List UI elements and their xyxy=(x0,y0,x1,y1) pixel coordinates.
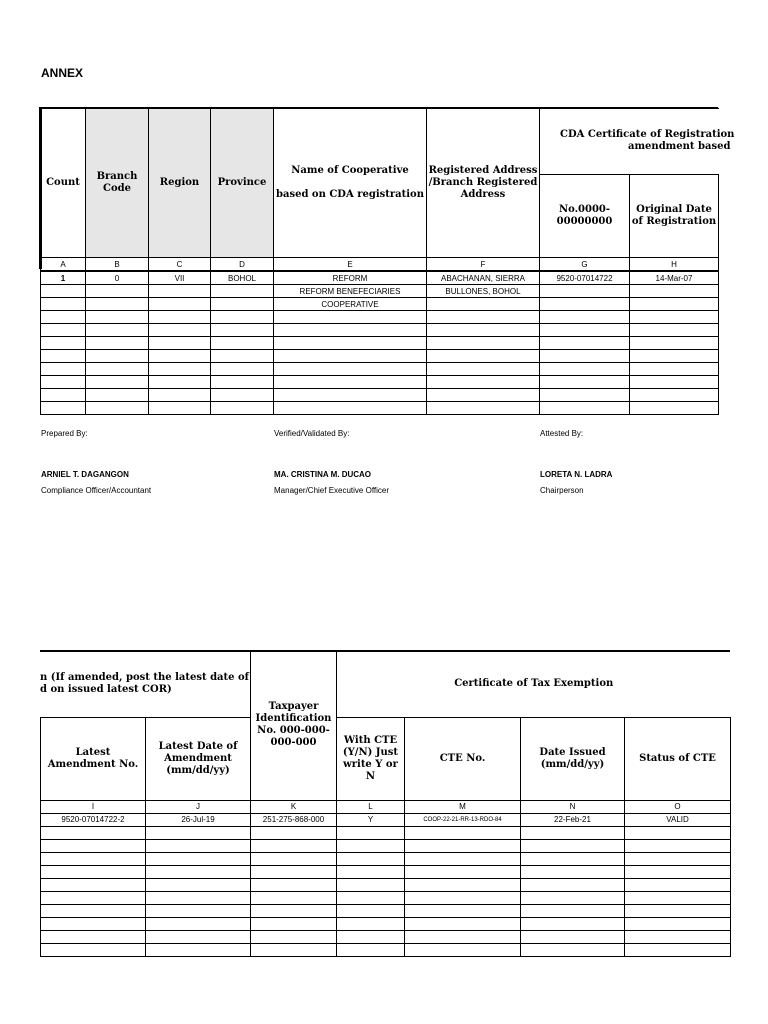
table-cell xyxy=(540,363,630,376)
table-cell xyxy=(521,904,625,917)
attested-by-title: Chairperson xyxy=(540,486,584,495)
table-cell xyxy=(86,376,149,389)
col-letter: G xyxy=(540,258,630,272)
table-cell xyxy=(405,904,521,917)
table-cell xyxy=(211,389,274,402)
table-cell xyxy=(41,337,86,350)
table-cell: VII xyxy=(149,271,211,285)
table-cell xyxy=(251,930,337,943)
table-cell xyxy=(630,285,719,298)
table-cell xyxy=(41,852,146,865)
table-cell xyxy=(540,350,630,363)
table-cell: 9520-07014722-2 xyxy=(41,813,146,826)
table-cell xyxy=(630,337,719,350)
table-cell xyxy=(86,389,149,402)
col-header-cor-no: No.0000-00000000 xyxy=(540,175,630,258)
table-row xyxy=(41,337,719,350)
table-row xyxy=(41,285,719,298)
table-cell xyxy=(630,311,719,324)
cda-group-cell xyxy=(41,651,251,717)
table-cell xyxy=(405,852,521,865)
verified-by-label: Verified/Validated By: xyxy=(274,429,350,438)
table-cell xyxy=(211,311,274,324)
table-cell xyxy=(625,917,731,930)
table-cell xyxy=(427,298,540,311)
table-cell xyxy=(211,324,274,337)
table-cell xyxy=(41,943,146,956)
table-row xyxy=(41,839,731,852)
col-letter: O xyxy=(625,800,731,813)
table-cell xyxy=(41,930,146,943)
table-cell xyxy=(274,324,427,337)
table-cell xyxy=(86,311,149,324)
table-cell xyxy=(146,852,251,865)
table-cell xyxy=(521,878,625,891)
col-header-region: Region xyxy=(149,109,211,258)
table-cell xyxy=(149,376,211,389)
table-cell xyxy=(41,311,86,324)
table-row xyxy=(41,298,719,311)
table-cell xyxy=(540,389,630,402)
table-row xyxy=(41,891,731,904)
table-row xyxy=(41,271,719,285)
table-cell: REFORM BENEFECIARIES xyxy=(274,285,427,298)
table-cell xyxy=(540,324,630,337)
table-cell xyxy=(274,311,427,324)
table-cell xyxy=(41,878,146,891)
table-row xyxy=(41,878,731,891)
table-cell xyxy=(274,389,427,402)
table-cell xyxy=(41,917,146,930)
table-cell: 9520-07014722 xyxy=(540,271,630,285)
table-cell xyxy=(540,402,630,415)
cda-group-continuation-line1: n (If amended, post the latest date of xyxy=(40,672,249,683)
col-letter: I xyxy=(41,800,146,813)
table-cell xyxy=(251,917,337,930)
table1 xyxy=(40,108,735,415)
table-cell: VALID xyxy=(625,813,731,826)
table-cell xyxy=(146,904,251,917)
table-cell xyxy=(521,930,625,943)
table-cell xyxy=(211,363,274,376)
col-letter: A xyxy=(41,258,86,272)
table-cell xyxy=(540,337,630,350)
table-cell: COOPERATIVE xyxy=(274,298,427,311)
table-cell xyxy=(251,865,337,878)
table-cell xyxy=(41,350,86,363)
table-cell xyxy=(251,943,337,956)
table-cell xyxy=(86,298,149,311)
col-letter: H xyxy=(630,258,719,272)
table-cell xyxy=(41,839,146,852)
col-header-tin: Taxpayer Identification No. 000-000-000-000 xyxy=(251,651,337,800)
table-cell xyxy=(149,285,211,298)
table-cell xyxy=(274,363,427,376)
table-cell xyxy=(625,839,731,852)
table-row xyxy=(41,917,731,930)
table-cell xyxy=(405,943,521,956)
table-cell xyxy=(146,826,251,839)
table-cell xyxy=(149,402,211,415)
prepared-by-name: ARNIEL T. DAGANGON xyxy=(41,470,129,479)
table-cell xyxy=(630,363,719,376)
table-cell xyxy=(146,865,251,878)
table-cell xyxy=(630,389,719,402)
table-cell: BOHOL xyxy=(211,271,274,285)
table-cell xyxy=(149,337,211,350)
table-cell xyxy=(405,865,521,878)
table-row xyxy=(41,376,719,389)
table-cell xyxy=(146,930,251,943)
table-row xyxy=(41,904,731,917)
table-row xyxy=(41,852,731,865)
table-cell xyxy=(41,376,86,389)
col-header-province: Province xyxy=(211,109,274,258)
table-cell xyxy=(149,363,211,376)
col-header-status-cte: Status of CTE xyxy=(625,717,731,800)
table-cell xyxy=(149,298,211,311)
col-letter: L xyxy=(337,800,405,813)
table-cell: Y xyxy=(337,813,405,826)
table-cell xyxy=(540,311,630,324)
prepared-by-title: Compliance Officer/Accountant xyxy=(41,486,152,495)
table-cell xyxy=(211,376,274,389)
verified-by-title: Manager/Chief Executive Officer xyxy=(274,486,390,495)
table-cell xyxy=(274,350,427,363)
col-letter: K xyxy=(251,800,337,813)
table-cell xyxy=(405,930,521,943)
table-cell xyxy=(146,891,251,904)
table-cell: 14-Mar-07 xyxy=(630,271,719,285)
table-cell xyxy=(41,865,146,878)
col-letter: D xyxy=(211,258,274,272)
table-cell xyxy=(41,324,86,337)
table-cell xyxy=(625,891,731,904)
table-cell xyxy=(521,852,625,865)
table-cell xyxy=(337,917,405,930)
col-letter: E xyxy=(274,258,427,272)
table-cell xyxy=(211,298,274,311)
table-cell xyxy=(41,389,86,402)
table-cell xyxy=(630,402,719,415)
table-cell xyxy=(337,904,405,917)
col-header-cte-no: CTE No. xyxy=(405,717,521,800)
table-cell xyxy=(251,891,337,904)
table-row xyxy=(41,826,731,839)
table-cell xyxy=(86,337,149,350)
table-cell xyxy=(405,839,521,852)
table-cell xyxy=(630,324,719,337)
table2 xyxy=(40,651,731,957)
attested-by-label: Attested By: xyxy=(540,429,584,438)
col-header-registered-address: Registered Address /Branch Registered Address xyxy=(427,109,540,258)
col-letter: C xyxy=(149,258,211,272)
table-cell xyxy=(521,917,625,930)
table-cell: 0 xyxy=(86,271,149,285)
table-cell xyxy=(149,389,211,402)
table-row xyxy=(41,350,719,363)
col-header-latest-amendment-no: Latest Amendment No. xyxy=(41,717,146,800)
col-letter: N xyxy=(521,800,625,813)
table-cell: BULLONES, BOHOL xyxy=(427,285,540,298)
table-cell xyxy=(337,839,405,852)
col-letter: F xyxy=(427,258,540,272)
table-cell xyxy=(625,943,731,956)
table-cell xyxy=(251,904,337,917)
table-cell xyxy=(86,350,149,363)
table-row xyxy=(41,389,719,402)
cda-group-line2: amendment based xyxy=(628,141,731,152)
col-group-cda-certificate xyxy=(540,109,735,175)
table-cell xyxy=(630,350,719,363)
table-cell xyxy=(427,350,540,363)
table-cell xyxy=(41,298,86,311)
table-cell xyxy=(427,337,540,350)
table-cell xyxy=(427,324,540,337)
table-cell xyxy=(540,298,630,311)
attested-by-name: LORETA N. LADRA xyxy=(540,470,613,479)
table-cell xyxy=(146,878,251,891)
table-cell xyxy=(625,826,731,839)
table-cell xyxy=(337,852,405,865)
table-cell xyxy=(405,891,521,904)
table-cell xyxy=(211,402,274,415)
table-cell xyxy=(540,376,630,389)
col-header-name-of-cooperative: Name of Cooperative based on CDA registration xyxy=(274,109,427,258)
table-cell xyxy=(625,904,731,917)
table-cell xyxy=(521,826,625,839)
table-cell: REFORM xyxy=(274,271,427,285)
table-cell xyxy=(86,363,149,376)
table-cell xyxy=(251,839,337,852)
table-cell xyxy=(41,402,86,415)
table-cell xyxy=(427,402,540,415)
table-cell xyxy=(251,878,337,891)
table-row xyxy=(41,943,731,956)
table-cell: 26-Jul-19 xyxy=(146,813,251,826)
table-cell xyxy=(337,943,405,956)
table-cell xyxy=(149,324,211,337)
table-row xyxy=(41,930,731,943)
table-cell xyxy=(337,930,405,943)
col-header-latest-date-amendment: Latest Date of Amendment (mm/dd/yy) xyxy=(146,717,251,800)
table-cell xyxy=(41,891,146,904)
table-cell xyxy=(41,826,146,839)
table-cell xyxy=(86,324,149,337)
table-row xyxy=(41,324,719,337)
table-cell xyxy=(625,930,731,943)
table-cell xyxy=(521,891,625,904)
table-row xyxy=(41,363,719,376)
col-letter: J xyxy=(146,800,251,813)
table-cell xyxy=(427,389,540,402)
table-cell xyxy=(146,839,251,852)
col-header-date-issued: Date Issued (mm/dd/yy) xyxy=(521,717,625,800)
table-cell xyxy=(211,350,274,363)
prepared-by-label: Prepared By: xyxy=(41,429,88,438)
table-cell xyxy=(41,363,86,376)
table-cell xyxy=(211,285,274,298)
cda-group-line1: CDA Certificate of Registration xyxy=(560,129,735,140)
table-cell xyxy=(41,285,86,298)
table-cell xyxy=(274,337,427,350)
col-header-original-date: Original Date of Registration xyxy=(630,175,719,258)
table-cell xyxy=(521,865,625,878)
table-cell xyxy=(146,917,251,930)
col-letter: B xyxy=(86,258,149,272)
table-cell xyxy=(427,376,540,389)
table-cell xyxy=(625,878,731,891)
page-title: ANNEX xyxy=(41,66,84,80)
table-cell xyxy=(86,402,149,415)
table-cell xyxy=(337,878,405,891)
table-row xyxy=(41,311,719,324)
table-cell xyxy=(427,311,540,324)
table-cell xyxy=(540,285,630,298)
table-cell xyxy=(625,865,731,878)
table-cell: 251-275-868-000 xyxy=(251,813,337,826)
col-header-count: Count xyxy=(41,109,86,258)
table-cell xyxy=(211,337,274,350)
table-cell xyxy=(86,285,149,298)
cda-group-continuation-line2: d on issued latest COR) xyxy=(40,684,172,695)
col-group-cte: Certificate of Tax Exemption xyxy=(337,651,731,717)
table-cell xyxy=(274,402,427,415)
table-cell xyxy=(41,904,146,917)
table-cell xyxy=(427,363,540,376)
table-row xyxy=(41,865,731,878)
table-cell xyxy=(337,891,405,904)
table-cell: ABACHANAN, SIERRA xyxy=(427,271,540,285)
col-header-branch-code: Branch Code xyxy=(86,109,149,258)
table-cell xyxy=(521,839,625,852)
col-header-with-cte: With CTE (Y/N) Just write Y or N xyxy=(337,717,405,800)
table-cell xyxy=(251,826,337,839)
col-letter: M xyxy=(405,800,521,813)
table-cell xyxy=(149,311,211,324)
table-cell: COOP-22-21-RR-13-RDO-84 xyxy=(405,813,521,826)
table-cell xyxy=(149,350,211,363)
table-cell xyxy=(274,376,427,389)
table-cell xyxy=(251,852,337,865)
table-cell xyxy=(405,878,521,891)
table-cell xyxy=(146,943,251,956)
table-cell xyxy=(521,943,625,956)
table-cell xyxy=(337,865,405,878)
table-cell xyxy=(630,376,719,389)
table-row xyxy=(41,813,731,826)
verified-by-name: MA. CRISTINA M. DUCAO xyxy=(274,470,372,479)
table-cell xyxy=(630,298,719,311)
table-cell xyxy=(405,917,521,930)
table-cell xyxy=(337,826,405,839)
table-cell xyxy=(405,826,521,839)
table-row xyxy=(41,402,719,415)
table-cell xyxy=(625,852,731,865)
table-cell: 1 xyxy=(41,271,86,285)
table-cell: 22-Feb-21 xyxy=(521,813,625,826)
